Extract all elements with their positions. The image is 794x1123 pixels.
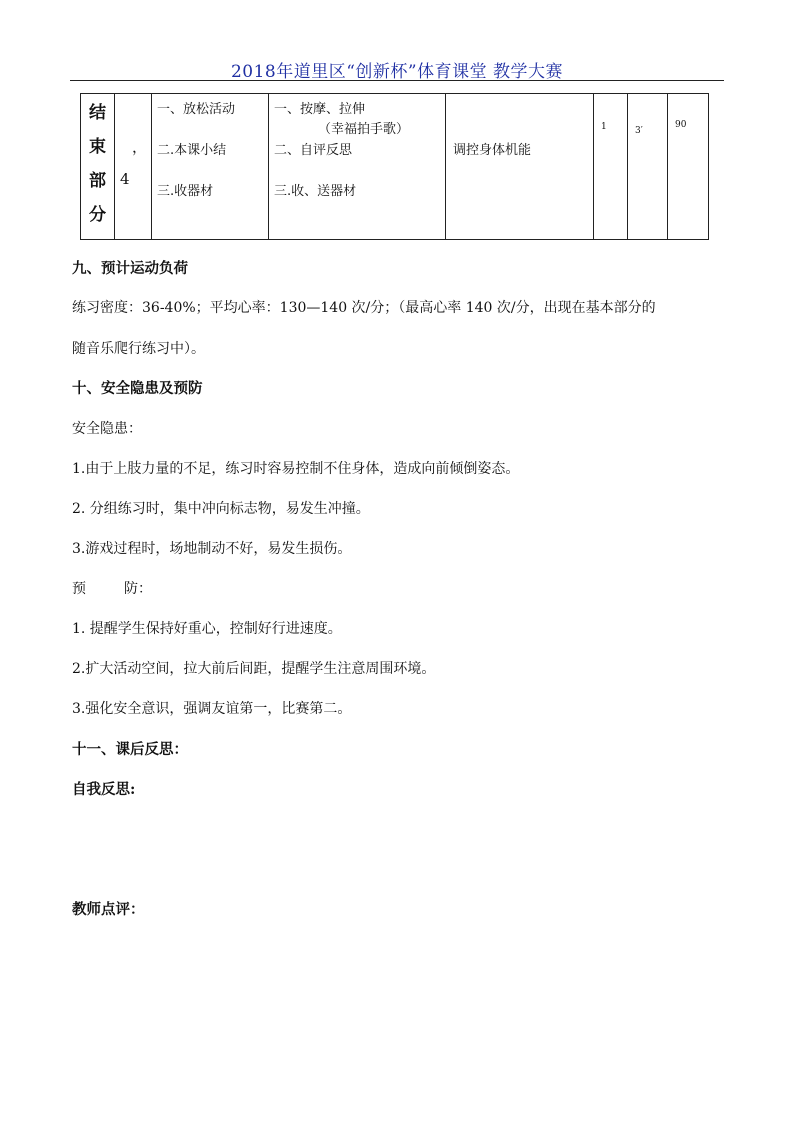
prevention-item: 3.强化安全意识，强调友谊第一，比赛第二。 — [72, 701, 352, 717]
method-line: 二、自评反思 — [274, 143, 353, 158]
section9-line: 随音乐爬行练习中）。 — [72, 341, 205, 357]
header-divider — [70, 80, 724, 81]
prevention-item: 2.扩大活动空间，拉大前后间距，提醒学生注意周围环境。 — [72, 661, 436, 677]
content-line: 二.本课小结 — [157, 143, 227, 158]
stage-cell — [81, 94, 115, 240]
hazards-label: 安全隐患： — [72, 421, 142, 437]
method-line: 一、按摩、拉伸 — [274, 102, 366, 117]
stage-char: 分 — [89, 205, 106, 225]
section9-line: 练习密度：36-40%；平均心率：130—140 次/分；（最高心率 140 次/分，出现在基本部分的 — [72, 300, 656, 316]
content-line: 一、放松活动 — [157, 102, 236, 117]
time-separator: ， — [132, 138, 148, 156]
section10-heading: 十、安全隐患及预防 — [72, 380, 203, 397]
heart-rate-cell — [668, 94, 709, 240]
method-line: 三.收、送器材 — [274, 184, 357, 199]
hazard-item: 1.由于上肢力量的不足，练习时容易控制不住身体，造成向前倾倒姿态。 — [72, 461, 520, 477]
goal-cell — [446, 94, 594, 240]
goal-text: 调控身体机能 — [453, 143, 532, 158]
stage-char: 束 — [89, 137, 106, 157]
duration-value: 3′ — [635, 126, 643, 136]
prevention-label-a: 预 — [72, 581, 86, 597]
lesson-table — [80, 93, 709, 240]
prevention-item: 1. 提醒学生保持好重心，控制好行进速度。 — [72, 621, 342, 637]
teacher-comment-label: 教师点评： — [72, 901, 145, 918]
self-reflection-label: 自我反思: — [72, 781, 136, 798]
time-cell — [115, 94, 152, 240]
count-value: 1 — [601, 122, 607, 132]
method-cell — [269, 94, 446, 240]
hazard-item: 3.游戏过程时，场地制动不好，易发生损伤。 — [72, 541, 352, 557]
section9-heading: 九、预计运动负荷 — [72, 260, 188, 277]
stage-char: 部 — [89, 171, 106, 191]
count-cell — [594, 94, 628, 240]
heart-rate-value: 90 — [675, 120, 687, 130]
time-value: 4 — [120, 170, 130, 188]
section11-heading: 十一、课后反思： — [72, 741, 188, 758]
hazard-item: 2. 分组练习时，集中冲向标志物，易发生冲撞。 — [72, 501, 370, 517]
method-line: （幸福拍手歌） — [318, 122, 410, 137]
stage-char: 结 — [89, 103, 106, 123]
prevention-label — [72, 578, 152, 598]
prevention-label-b: 防： — [124, 581, 152, 597]
page-header-title: 2018年道里区“创新杯”体育课堂 教学大赛 — [230, 62, 564, 82]
content-cell — [152, 94, 269, 240]
duration-cell — [628, 94, 668, 240]
content-line: 三.收器材 — [157, 184, 214, 199]
